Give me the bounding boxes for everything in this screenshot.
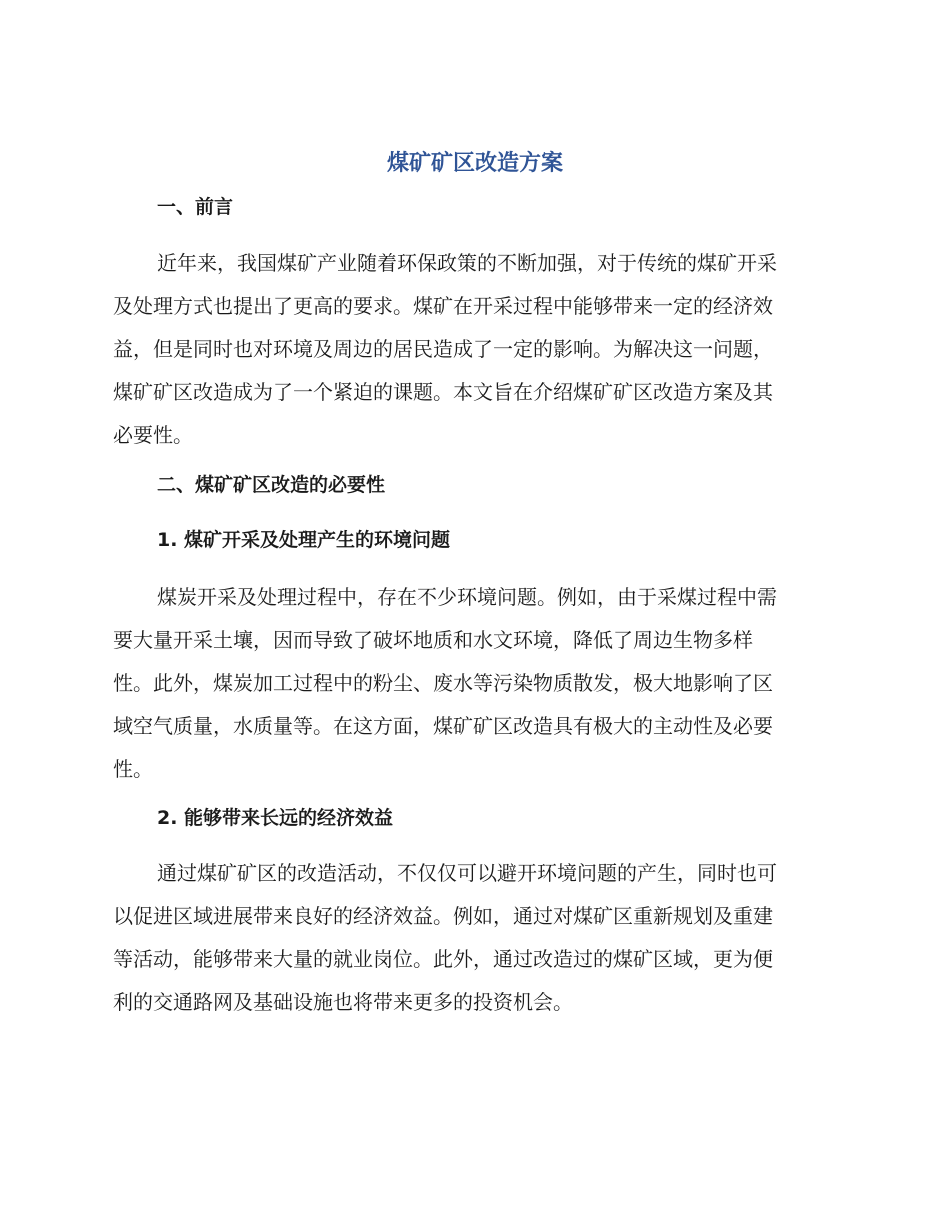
paragraph-line: 等活动，能够带来大量的就业岗位。此外，通过改造过的煤矿区域，更为便: [113, 947, 773, 971]
paragraph-line: 益，但是同时也对环境及周边的居民造成了一定的影响。为解决这一问题，: [113, 337, 773, 361]
paragraph-line: 利的交通路网及基础设施也将带来更多的投资机会。: [113, 990, 573, 1014]
paragraph-line: 性。此外，煤炭加工过程中的粉尘、废水等污染物质散发，极大地影响了区: [113, 671, 773, 695]
paragraph-economic: [113, 852, 833, 1024]
paragraph-line: 煤矿矿区改造成为了一个紧迫的课题。本文旨在介绍煤矿矿区改造方案及其: [113, 380, 773, 404]
paragraph-line: 以促进区域进展带来良好的经济效益。例如，通过对煤矿区重新规划及重建: [113, 904, 773, 928]
paragraph-line: 通过煤矿矿区的改造活动，不仅仅可以避开环境问题的产生，同时也可: [157, 861, 777, 885]
subsection-heading-economic: 2. 能够带来长远的经济效益: [157, 807, 394, 829]
paragraph-preface: [113, 242, 833, 457]
paragraph-environment: [113, 576, 833, 791]
paragraph-line: 近年来，我国煤矿产业随着环保政策的不断加强，对于传统的煤矿开采: [157, 251, 777, 275]
paragraph-line: 煤炭开采及处理过程中，存在不少环境问题。例如，由于采煤过程中需: [157, 585, 777, 609]
paragraph-line: 域空气质量，水质量等。在这方面，煤矿矿区改造具有极大的主动性及必要: [113, 714, 773, 738]
section-heading-preface: 一、前言: [157, 196, 234, 218]
subsection-heading-environment: 1. 煤矿开采及处理产生的环境问题: [157, 529, 451, 551]
paragraph-line: 要大量开采土壤，因而导致了破坏地质和水文环境，降低了周边生物多样: [113, 628, 753, 652]
document-title: 煤矿矿区改造方案: [386, 151, 563, 176]
paragraph-line: 必要性。: [113, 423, 193, 447]
section-heading-necessity: 二、煤矿矿区改造的必要性: [157, 474, 386, 496]
paragraph-line: 性。: [113, 757, 153, 781]
paragraph-line: 及处理方式也提出了更高的要求。煤矿在开采过程中能够带来一定的经济效: [113, 294, 773, 318]
